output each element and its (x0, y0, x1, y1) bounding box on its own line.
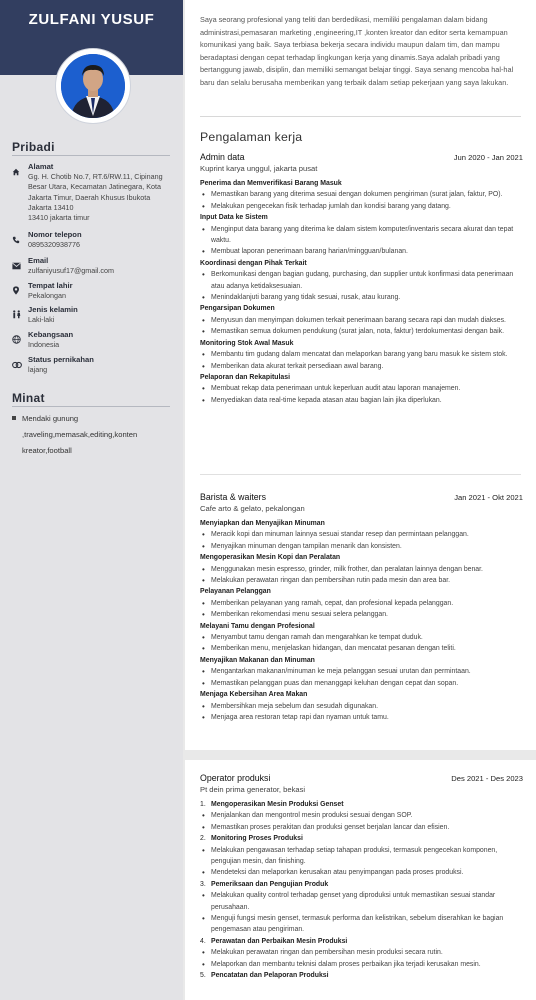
job-entry-barista (200, 492, 523, 723)
info-label: Nomor telepon (28, 230, 82, 239)
job-subheading: Menyajikan Makanan dan Minuman (200, 656, 315, 664)
job-bullet: • Berkomunikasi dengan bagian gudang, purchasing, dan supplier untuk konfirmasi data penerimaan atau adanya ketidaksesuaian. (200, 269, 523, 292)
experience-section-title: Pengalaman kerja (200, 130, 303, 144)
personal-section-title: Pribadi (12, 140, 55, 154)
job-dates: Jan 2021 - Okt 2021 (454, 493, 523, 502)
job-bullet: • Melakukan perawatan ringan dan pembersihan mesin produksi secara rutin. (200, 947, 523, 958)
info-value: 0895320938776 (28, 240, 80, 249)
profile-summary: Saya seorang profesional yang teliti dan berdedikasi, memiliki pengalaman dalam bidang administrasi,pemasaran marketing ,engineering,IT ,konten kreator dan editor serta kemampuan komunikasi yang baik. Saya terbiasa bekerja secara individu maupun dalam tim, dan mampu beradaptasi dengan cepat terhadap lingkungan kerja yang dinamis.Saya adalah pribadi yang bertanggung jawab, disiplin, dan memiliki semangat belajar tinggi. Saya senang mencoba hal-hal baru dan selalu berusaha memberikan yang terbaik dalam setiap pekerjaan yang saya lakukan. (200, 15, 514, 87)
job-bullet: • Membersihkan meja sebelum dan sesudah digunakan. (200, 701, 523, 712)
job-numbered-heading: 5. Pencatatan dan Pelaporan Produksi (200, 972, 329, 980)
summary-divider (200, 116, 521, 117)
job-bullet: • Melakukan pengecekan fisik terhadap jumlah dan kondisi barang yang datang. (200, 201, 523, 212)
info-label: Kebangsaan (28, 330, 74, 339)
job-subheading: Pelaporan dan Rekapitulasi (200, 373, 290, 381)
job-bullet: • Menginput data barang yang diterima ke dalam sistem komputer/inventaris secara akurat dan tepat waktu. (200, 224, 523, 247)
rings-icon (12, 355, 28, 375)
job-bullet: • Menyusun dan menyimpan dokumen terkait penerimaan barang secara rapi dan mudah diakses. (200, 315, 523, 326)
job-title: Barista & waiters (200, 492, 266, 502)
job-bullet: • Menyediakan data real-time kepada atasan atau bagian lain jika diperlukan. (200, 395, 523, 406)
phone-icon (12, 230, 28, 250)
job-subheading: Koordinasi dengan Pihak Terkait (200, 259, 307, 267)
home-icon (12, 162, 28, 223)
info-value: Pekalongan (28, 291, 66, 300)
job-dates: Jun 2020 - Jan 2021 (453, 153, 523, 162)
job-entry-operator-produksi (200, 773, 523, 982)
job-bullet: • Memastikan semua dokumen pendukung (surat jalan, nota, faktur) terdokumentasi dengan baik. (200, 326, 523, 337)
job-bullet: • Menggunakan mesin espresso, grinder, milk frother, dan peralatan lainnya dengan benar. (200, 564, 523, 575)
job-subheading: Mengoperasikan Mesin Kopi dan Peralatan (200, 554, 341, 562)
main-card-continued (185, 760, 536, 1000)
job-bullet: • Menjaga area restoran tetap rapi dan nyaman untuk tamu. (200, 712, 523, 723)
job-bullet: • Memberikan menu, menjelaskan hidangan, dan mencatat pesanan dengan teliti. (200, 643, 523, 654)
portrait-illustration (61, 54, 125, 118)
job-bullet: • Membuat laporan penerimaan barang harian/mingguan/bulanan. (200, 246, 523, 257)
job-numbered-heading: 2. Monitoring Proses Produksi (200, 835, 303, 843)
job-bullet: • Menindaklanjuti barang yang tidak sesuai, rusak, atau kurang. (200, 292, 523, 303)
info-address (12, 162, 174, 223)
job-title: Operator produksi (200, 773, 271, 783)
job-bullet: • Memberikan pelayanan yang ramah, cepat, dan profesional kepada pelanggan. (200, 598, 523, 609)
job-numbered-heading: 3. Pemeriksaan dan Pengujian Produk (200, 880, 329, 888)
square-bullet-icon (12, 411, 22, 459)
job-numbered-heading: 1. Mengoperasikan Mesin Produksi Genset (200, 801, 344, 808)
job-company: Kuprint karya unggul, jakarta pusat (200, 164, 318, 173)
info-nationality (12, 330, 174, 350)
job-bullet: • Membantu tim gudang dalam mencatat dan melaporkan barang yang baru masuk ke sistem stok. (200, 349, 523, 360)
info-value: Gg. H. Chotib No.7, RT.6/RW.11, Cipinang Besar Utara, Kecamatan Jatinegara, Kota Jakarta Timur, Daerah Khusus Ibukota Jakarta 13410 13410 jakarta timur (28, 172, 163, 223)
hobbies-section-title: Minat (12, 391, 45, 405)
job-dates: Des 2021 - Des 2023 (451, 774, 523, 783)
job-bullet: • Menyambut tamu dengan ramah dan mengarahkan ke tempat duduk. (200, 632, 523, 643)
job-bullet: • Melakukan quality control terhadap genset yang diproduksi untuk memastikan sesuai standar perusahaan. (200, 890, 523, 913)
info-value: zulfaniyusuf17@gmail.com (28, 266, 114, 275)
info-label: Email (28, 256, 49, 265)
job-bullet: • Menyajikan minuman dengan tampilan menarik dan konsisten. (200, 541, 523, 552)
job-bullet: • Memberikan data akurat terkait persediaan awal barang. (200, 361, 523, 372)
job-bullet: • Memastikan pelanggan puas dan menanggapi keluhan dengan cepat dan sopan. (200, 678, 523, 689)
job-bullet: • Memberikan rekomendasi menu sesuai selera pelanggan. (200, 609, 523, 620)
job-entry-admin-data (200, 152, 523, 406)
job-company: Cafe arto & gelato, pekalongan (200, 504, 305, 513)
hobbies-text: Mendaki gunung ,traveling,memasak,editing,konten kreator,football (22, 414, 138, 455)
info-phone (12, 230, 174, 250)
job-numbered-heading: 4. Perawatan dan Perbaikan Mesin Produksi (200, 937, 348, 945)
job-bullet: • Melaporkan dan membantu teknisi dalam proses perbaikan jika terjadi kerusakan mesin. (200, 959, 523, 970)
info-label: Alamat (28, 162, 54, 171)
personal-divider (12, 155, 170, 156)
info-marital-status (12, 355, 174, 375)
info-value: Laki-laki (28, 315, 55, 324)
job-subheading: Input Data ke Sistem (200, 214, 268, 222)
sidebar (0, 0, 183, 1000)
hobbies-list (12, 411, 174, 459)
job-subheading: Melayani Tamu dengan Profesional (200, 622, 315, 630)
job-subheading: Pengarsipan Dokumen (200, 305, 275, 313)
main-card (185, 0, 536, 750)
job-bullet: • Menjalankan dan mengontrol mesin produksi sesuai dengan SOP. (200, 810, 523, 821)
info-label: Jenis kelamin (28, 305, 78, 314)
job-bullet: • Memastikan proses perakitan dan produksi genset berjalan lancar dan efisien. (200, 822, 523, 833)
info-gender (12, 305, 174, 325)
job-bullet: • Memastikan barang yang diterima sesuai dengan dokumen pengiriman (surat jalan, faktur, PO). (200, 189, 523, 200)
info-label: Status pernikahan (28, 355, 94, 364)
job-subheading: Menyiapkan dan Menyajikan Minuman (200, 520, 325, 527)
profile-name: ZULFANI YUSUF (28, 11, 155, 28)
info-label: Tempat lahir (28, 281, 73, 290)
info-email (12, 256, 174, 276)
email-icon (12, 256, 28, 276)
globe-icon (12, 330, 28, 350)
job-subheading: Monitoring Stok Awal Masuk (200, 339, 294, 347)
job-company: Pt dein prima generator, bekasi (200, 785, 306, 794)
job-subheading: Menjaga Kebersihan Area Makan (200, 691, 308, 699)
job-bullet: • Melakukan perawatan ringan dan pembersihan rutin pada mesin dan area bar. (200, 575, 523, 586)
info-value: lajang (28, 365, 48, 374)
location-pin-icon (12, 281, 28, 301)
gender-icon (12, 305, 28, 325)
job-bullet: • Mengantarkan makanan/minuman ke meja pelanggan sesuai urutan dan permintaan. (200, 666, 523, 677)
job-bullet: • Meracik kopi dan minuman lainnya sesuai standar resep dan permintaan pelanggan. (200, 529, 523, 540)
job-subheading: Penerima dan Memverifikasi Barang Masuk (200, 180, 342, 187)
info-birthplace (12, 281, 174, 301)
hobbies-divider (12, 406, 170, 407)
job-divider (200, 474, 521, 475)
job-bullet: • Menguji fungsi mesin genset, termasuk performa dan kelistrikan, sebelum diserahkan ke bagian pengemasan atau pengiriman. (200, 913, 523, 936)
job-subheading: Pelayanan Pelanggan (200, 588, 271, 596)
info-value: Indonesia (28, 340, 60, 349)
job-bullet: • Melakukan pengawasan terhadap setiap tahapan produksi, termasuk pengecekan komponen, pengujian mesin, dan finishing. (200, 845, 523, 868)
profile-photo (55, 48, 131, 124)
job-bullet: • Membuat rekap data penerimaan untuk keperluan audit atau laporan manajemen. (200, 383, 523, 394)
job-title: Admin data (200, 152, 245, 162)
job-bullet: • Mendeteksi dan melaporkan kerusakan atau penyimpangan pada proses produksi. (200, 867, 523, 878)
